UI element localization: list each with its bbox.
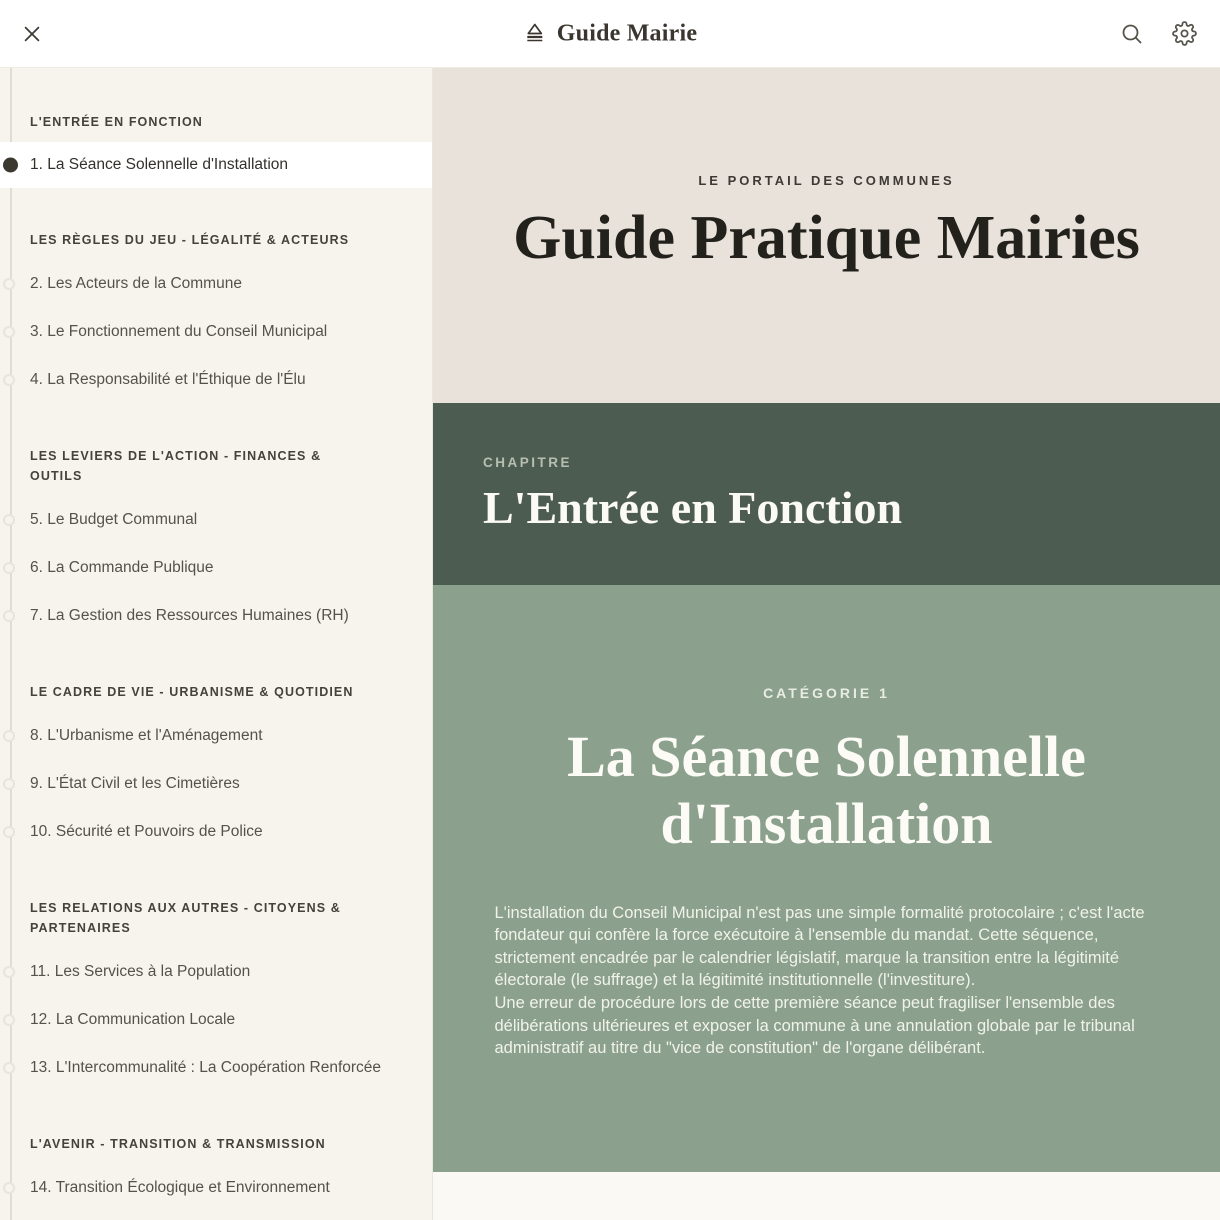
app-title: Guide Mairie	[556, 20, 698, 46]
sidebar-item[interactable]	[0, 592, 432, 640]
sidebar-item[interactable]	[0, 308, 432, 356]
sidebar-item-label: 5. Le Budget Communal	[30, 511, 198, 528]
step-circle-icon	[3, 1014, 15, 1026]
category-paragraph: L'installation du Conseil Municipal n'est pas une simple formalité protocolaire ; c'est l'acte fondateur qui confère la force exécutoire à l'ensemble du mandat. Cette séquence, strictement encadrée par le calendrier législatif, marque la transition entre la légitimité électorale (le suffrage) et la légitimité institutionnelle (l'investiture).	[494, 903, 1145, 990]
sidebar-item-label: 1. La Séance Solennelle d'Installation	[30, 156, 289, 173]
sidebar-item-label: 10. Sécurité et Pouvoirs de Police	[30, 823, 263, 840]
sidebar-item[interactable]	[0, 496, 432, 544]
step-circle-icon	[3, 778, 15, 790]
step-circle-icon	[3, 1062, 15, 1074]
chapter-title: L'Entrée en Fonction	[483, 482, 903, 533]
sidebar-item[interactable]	[0, 996, 432, 1044]
sidebar-item-label: 3. Le Fonctionnement du Conseil Municipal	[30, 323, 328, 340]
content-below-fold	[433, 1172, 1220, 1220]
step-circle-icon	[3, 278, 15, 290]
category-title: La Séance Solennelle d'Installation	[567, 724, 1086, 857]
sidebar-item[interactable]	[0, 544, 432, 592]
sidebar-section-heading: LES LEVIERS DE L'ACTION - FINANCES & OUTILS	[30, 449, 322, 483]
sidebar-item[interactable]	[0, 356, 432, 404]
table-of-contents-sidebar	[0, 68, 433, 1220]
sidebar-section-heading: LE CADRE DE VIE - URBANISME & QUOTIDIEN	[30, 685, 354, 699]
sidebar-section	[0, 80, 432, 188]
category-section	[433, 585, 1220, 1172]
sidebar-item[interactable]	[0, 808, 432, 856]
sidebar-item[interactable]	[0, 142, 432, 188]
sidebar-item[interactable]	[0, 712, 432, 760]
search-button[interactable]	[1118, 20, 1146, 48]
sidebar-nav	[0, 68, 432, 1212]
category-paragraph: Une erreur de procédure lors de cette première séance peut fragiliser l'ensemble des délibérations ultérieures et exposer la commune à une annulation globale par le tribunal administratif au titre du "vice de constitution" de l'organe délibérant.	[494, 993, 1135, 1058]
step-circle-icon	[3, 326, 15, 338]
sidebar-item[interactable]	[0, 260, 432, 308]
main-content	[433, 68, 1220, 1220]
close-button[interactable]	[18, 20, 46, 48]
sidebar-item-label: 2. Les Acteurs de la Commune	[30, 275, 242, 292]
search-icon	[1120, 22, 1144, 46]
category-paragraphs	[495, 902, 1159, 1060]
sidebar-item-label: 14. Transition Écologique et Environnement	[30, 1179, 330, 1196]
sidebar-item-label: 4. La Responsabilité et l'Éthique de l'Élu	[30, 371, 306, 388]
sidebar-section-heading: L'ENTRÉE EN FONCTION	[30, 115, 203, 129]
chapter-banner	[433, 403, 1220, 585]
step-circle-icon	[3, 826, 15, 838]
sidebar-section	[0, 198, 432, 404]
hero-kicker: LE PORTAIL DES COMMUNES	[698, 173, 955, 188]
sidebar-section	[0, 1102, 432, 1212]
chapter-kicker: CHAPITRE	[483, 455, 573, 470]
settings-button[interactable]	[1170, 20, 1198, 48]
step-circle-icon	[3, 1182, 15, 1194]
brand[interactable]	[523, 20, 697, 47]
sidebar-section-heading: L'AVENIR - TRANSITION & TRANSMISSION	[30, 1137, 326, 1151]
sidebar-item[interactable]	[0, 1164, 432, 1212]
step-circle-icon	[3, 374, 15, 386]
guide-hero	[433, 68, 1220, 403]
active-step-dot-icon	[3, 158, 18, 173]
step-circle-icon	[3, 514, 15, 526]
sidebar-item-label: 7. La Gestion des Ressources Humaines (RH)	[30, 607, 349, 624]
sidebar-section	[0, 866, 432, 1092]
guide-title: Guide Pratique Mairies	[513, 204, 1140, 272]
step-circle-icon	[3, 730, 15, 742]
top-header	[0, 0, 1220, 68]
sidebar-item-label: 8. L'Urbanisme et l'Aménagement	[30, 727, 263, 744]
sidebar-item-label: 6. La Commande Publique	[30, 559, 214, 576]
logo-icon	[523, 22, 547, 46]
sidebar-item-label: 11. Les Services à la Population	[30, 963, 251, 980]
sidebar-section-heading: LES RÈGLES DU JEU - LÉGALITÉ & ACTEURS	[30, 233, 350, 247]
sidebar-item-label: 9. L'État Civil et les Cimetières	[30, 775, 240, 792]
gear-icon	[1172, 21, 1197, 46]
sidebar-item-label: 12. La Communication Locale	[30, 1011, 236, 1028]
sidebar-item-label: 13. L'Intercommunalité : La Coopération Renforcée	[30, 1059, 382, 1076]
step-circle-icon	[3, 610, 15, 622]
sidebar-item[interactable]	[0, 1044, 432, 1092]
category-kicker: CATÉGORIE 1	[763, 685, 890, 701]
header-actions	[1118, 20, 1198, 48]
sidebar-section	[0, 414, 432, 640]
sidebar-item[interactable]	[0, 760, 432, 808]
step-circle-icon	[3, 966, 15, 978]
sidebar-section	[0, 650, 432, 856]
step-circle-icon	[3, 562, 15, 574]
sidebar-section-heading: LES RELATIONS AUX AUTRES - CITOYENS & PARTENAIRES	[30, 901, 341, 935]
close-icon	[21, 23, 43, 45]
sidebar-item[interactable]	[0, 948, 432, 996]
